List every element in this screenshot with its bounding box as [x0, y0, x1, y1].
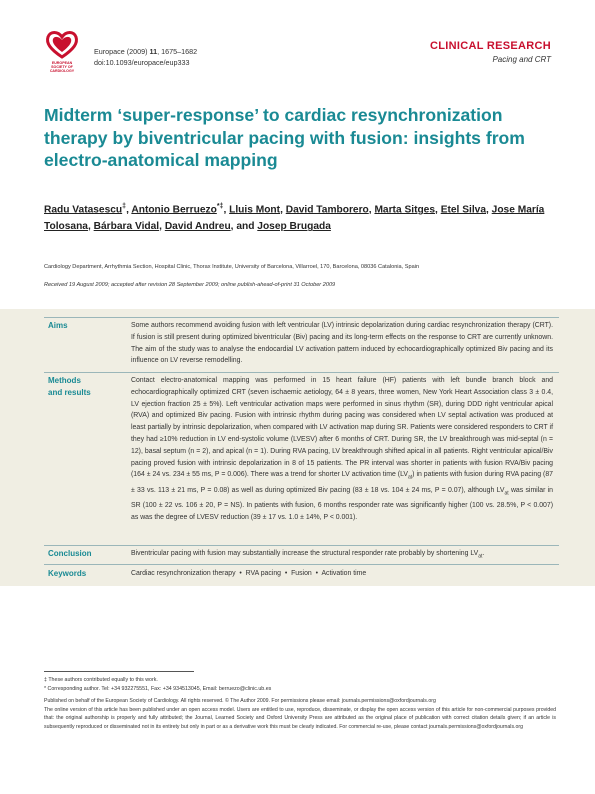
footnotes: [44, 671, 554, 694]
abstract-rule-methods: [44, 372, 559, 373]
author-list: Radu Vatasescu‡, Antonio Berruezo*‡, Lluis Mont, David Tamborero, Marta Sitges, Etel Silva, Jose María Tolosana, Bárbara Vidal, David Andreu, and Josep Brugada: [44, 203, 545, 233]
author-name: David Tamborero: [285, 204, 369, 216]
publisher-notice: [44, 697, 556, 732]
abstract-rule-conclusion: [44, 545, 559, 546]
heart-logo-icon: [44, 27, 80, 75]
article-title: Midterm ‘super-response’ to cardiac resynchronization therapy by biventricular pacing with fusion: insights from electro-anatomical mapping: [44, 105, 525, 170]
methods-label: [48, 375, 91, 399]
subsection-label: Pacing and CRT: [492, 55, 551, 64]
logo-line-1: EUROPEAN: [51, 61, 73, 65]
author-name: Lluis Mont: [229, 204, 281, 216]
author-name: Josep Brugada: [257, 221, 331, 233]
section-label: CLINICAL RESEARCH: [429, 40, 551, 52]
author-name: Antonio Berruezo: [131, 204, 217, 216]
aims-label: Aims: [48, 321, 68, 330]
author-affiliation-mark: *‡: [216, 203, 224, 210]
journal-reference: Europace (2009) 11, 1675–1682: [94, 47, 198, 56]
author-name: Radu Vatasescu: [44, 204, 123, 216]
abstract-rule-top: [44, 317, 559, 318]
keywords-label: Keywords: [48, 569, 87, 578]
author-name: Marta Sitges: [374, 204, 436, 216]
aims-text: Some authors recommend avoiding fusion with left ventricular (LV) intrinsic depolarization during cardiac resynchronization therapy (CRT). If fusion is still present during optimized biventricular (Biv) pacing and its long-term effects on the response to CRT are currently unknown. The aim of the study was to analyse the endocardial LV activation pattern induced by echocardiographically optimized Biv pacing and its influence on LV reverse remodelling.: [131, 322, 553, 365]
abstract-box: [0, 309, 595, 586]
section-heading: [430, 40, 551, 64]
logo-line-2: SOCIETY OF: [51, 65, 73, 69]
open-access-statement: The online version of this article has been published under an open access model. Users are entitled to use, reproduce, disseminate, or display the open access version of this article for non-commercial purposes provided that: the original authorship is properly and fully attributed; the Journal, Learned Society and Oxford University Press are attributed as the original place of publication with correct citation details given; if an article is subsequently reproduced or disseminated not in its entirety but only in part or as a derivative work this must be clearly indicated. For commercial re-use, please contact journals.permissions@oxfordjournals.org: [44, 706, 556, 731]
volume-number: 11: [149, 47, 158, 56]
footnote-corresponding-author: * Corresponding author. Tel: +34 932275551, Fax: +34 934513045, Email: berruezo@clinic.ub.es: [44, 686, 272, 693]
abstract-rule-keywords: [44, 564, 559, 565]
author-affiliation-mark: ‡: [122, 203, 127, 210]
methods-label-line1: Methods: [48, 376, 81, 385]
affiliation: Cardiology Department, Arrhythmia Section, Hospital Clinic, Thorax Institute, University of Barcelona, Villarroel, 170, Barcelona, 08036 Catalonia, Spain: [44, 264, 420, 270]
logo-line-3: CARDIOLOGY: [49, 69, 75, 73]
methods-label-line2: and results: [48, 387, 91, 397]
conclusion-text: Biventricular pacing with fusion may substantially increase the structural responder rate probably by shortening $LV_{at}$.: [131, 550, 485, 560]
doi: doi:10.1093/europace/eup333: [94, 58, 190, 67]
esc-logo: [44, 27, 80, 75]
methods-text: Contact electro-anatomical mapping was performed in 15 heart failure (HF) patients with left bundle branch block and echocardiographically optimized CRT (seven ischaemic aetiology, 64 ± 8 years, three women, New York Heart Association class 3 ± 0.4, LV ejection fraction 25 ± 5%). Left ventricular activation maps were performed in sinus rhythm (SR), during DDD right ventricular apical (RVA) and optimized Biv pacing. Fusion with intrinsic rhythm during pacing was considered when LV septal activation was produced at least partially by intrinsic depolarization, when compared with LV activation map during SR. Patients were considered responders to CRT if they had ≥10% reduction in LV end-systolic volume (LVESV) after 6 months of CRT. During SR, the LV breakthrough was mid-septal (n = 12), basal septum (n = 2), and apical (n = 1). During RVA pacing, LV breakthrough shifted apical in all patients. Right ventricular apical/Biv pacing proved fusion with intrinsic depolarization in 8 of 15 patients. The PR interval was shorter in patients with fusion RVA/Biv pacing (164 ± 24 vs. 234 ± 55 ms, P = 0.006). There was a trend for shorter LV activation time $(LV_{at})$ in patients with fusion during RVA pacing (87 ± 33 vs. 113 ± 21 ms, P = 0.08) as well as during optimized Biv pacing (83 ± 18 vs. 104 ± 24 ms, P = 0.07), although $LV_{at}$ was similar in SR (100 ± 22 vs. 106 ± 20, P = NS). In patients with fusion, 6 months responder rate was significantly higher (100 vs. 28.5%, P < 0.007) as was the degree of LVESV reduction (39 ± 17 vs. 1.0 ± 14%, P < 0.001).: [131, 377, 554, 521]
publisher-statement: Published on behalf of the European Society of Cardiology. All rights reserved. © The Author 2009. For permissions please email: journals.permissions@oxfordjournals.org: [44, 698, 436, 704]
author-name: Etel Silva: [440, 204, 486, 216]
article-dates: Received 19 August 2009; accepted after revision 28 September 2009; online publish-ahead-of-print 31 October 2009: [44, 282, 336, 288]
author-name: Jose María Tolosana: [44, 204, 545, 233]
author-name: Bárbara Vidal: [93, 221, 160, 233]
footnote-equal-contribution: ‡ These authors contributed equally to this work.: [44, 677, 158, 683]
footnote-divider: [44, 671, 194, 672]
conclusion-label: Conclusion: [48, 549, 92, 558]
author-name: David Andreu: [164, 221, 231, 233]
journal-info: [94, 46, 197, 68]
keywords-text: Cardiac resynchronization therapy • RVA pacing • Fusion • Activation time: [131, 570, 367, 577]
